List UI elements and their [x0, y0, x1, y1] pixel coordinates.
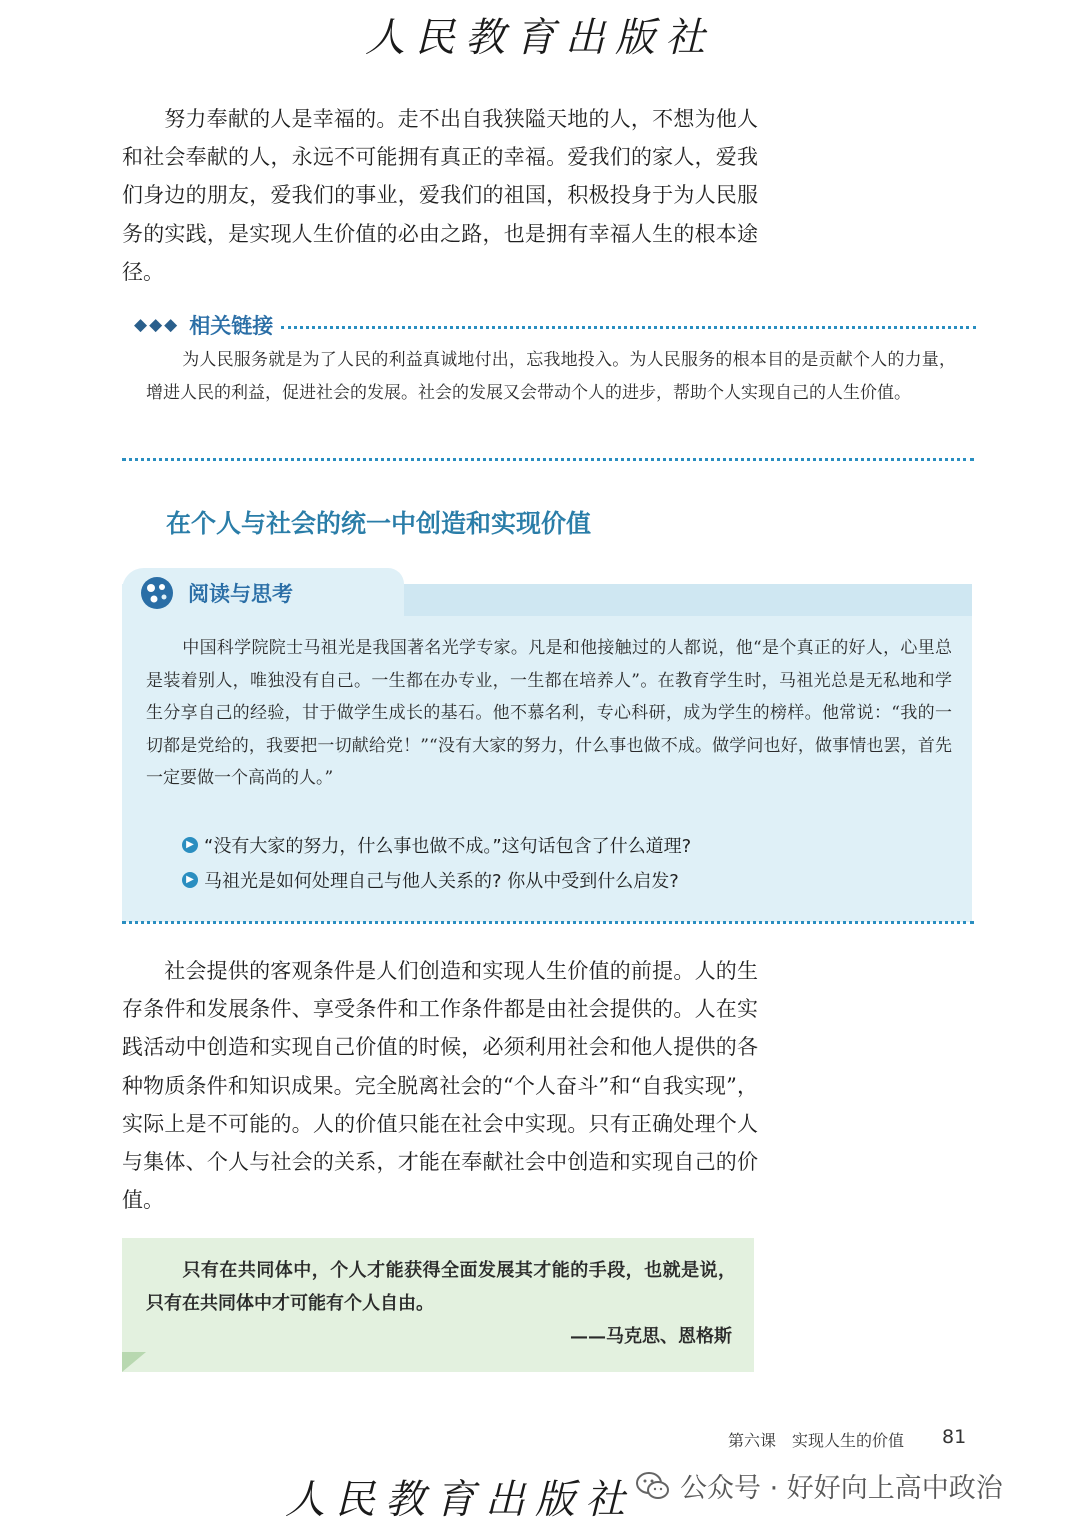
dotted-divider-bottom — [122, 458, 974, 461]
quote-corner-fold — [122, 1352, 146, 1372]
dotted-divider — [281, 326, 976, 329]
body-paragraph-1 — [122, 100, 758, 291]
body-paragraph-2-text: 社会提供的客观条件是人们创造和实现人生价值的前提。人的生存条件和发展条件、享受条件和工作条件都是由社会提供的。人在实践活动中创造和实现自己价值的时候，必须利用社会和他人提供的各种物质条件和知识成果。完全脱离社会的“个人奋斗”和“自我实现”，实际上是不可能的。人的价值只能在社会中实现。只有正确处理个人与集体、个人与社会的关系，才能在奉献社会中创造和实现自己的价值。 — [122, 959, 758, 1213]
related-link-body — [146, 344, 956, 409]
play-bullet-icon: ▶ — [182, 837, 198, 853]
page-number: 81 — [942, 1426, 967, 1448]
dotted-divider-read-bottom — [122, 921, 974, 924]
quote-text — [146, 1254, 736, 1320]
quote-text-content: 只有在共同体中，个人才能获得全面发展其才能的手段，也就是说，只有在共同体中才可能有个人自由。 — [146, 1260, 736, 1314]
related-link-title: 相关链接 — [189, 314, 274, 338]
question-1 — [182, 832, 691, 858]
reading-icon — [140, 576, 174, 610]
wechat-watermark — [636, 1466, 1003, 1505]
body-paragraph-1-text: 努力奉献的人是幸福的。走不出自我狭隘天地的人，不想为他人和社会奉献的人，永远不可能拥有真正的幸福。爱我们的家人，爱我们身边的朋友，爱我们的事业，爱我们的祖国，积极投身于为人民服务的实践，是实现人生价值的必由之路，也是拥有幸福人生的根本途径。 — [122, 107, 758, 284]
play-bullet-icon: ▶ — [182, 872, 198, 888]
publisher-watermark-top: 人民教育出版社 — [365, 15, 715, 61]
section-title: 在个人与社会的统一中创造和实现价值 — [166, 509, 592, 538]
related-link-header — [134, 310, 976, 340]
read-think-header-strip — [404, 584, 972, 616]
footer-lesson-title: 第六课 实现人生的价值 — [728, 1431, 905, 1450]
diamond-bullets-icon: ◆◆◆ — [134, 315, 180, 335]
read-think-body — [146, 632, 952, 795]
wechat-watermark-text: 公众号 · 好好向上高中政治 — [680, 1473, 1003, 1504]
read-think-title: 阅读与思考 — [188, 582, 293, 606]
question-2-text: 马祖光是如何处理自己与他人关系的? 你从中受到什么启发? — [204, 871, 679, 892]
read-think-body-text: 中国科学院院士马祖光是我国著名光学专家。凡是和他接触过的人都说，他“是个真正的好人，心里总是装着别人，唯独没有自己。一生都在办专业，一生都在培养人”。在教育学生时，马祖光总是无私地和学生分享自己的经验，甘于做学生成长的基石。他不慕名利，专心科研，成为学生的榜样。他常说：“我的一切都是党给的，我要把一切献给党！”“没有大家的努力，什么事也做不成。做学问也好，做事情也罢，首先一定要做一个高尚的人。” — [146, 638, 952, 788]
quote-source: ——马克思、恩格斯 — [570, 1326, 732, 1347]
wechat-icon — [636, 1471, 670, 1501]
related-link-body-text: 为人民服务就是为了人民的利益真诚地付出，忘我地投入。为人民服务的根本目的是贡献个人的力量，增进人民的利益，促进社会的发展。社会的发展又会带动个人的进步，帮助个人实现自己的人生价值。 — [146, 350, 956, 403]
body-paragraph-2 — [122, 952, 758, 1219]
question-1-text: “没有大家的努力，什么事也做不成。”这句话包含了什么道理? — [204, 836, 692, 857]
question-2 — [182, 867, 679, 893]
publisher-watermark-bottom: 人民教育出版社 — [285, 1477, 635, 1523]
